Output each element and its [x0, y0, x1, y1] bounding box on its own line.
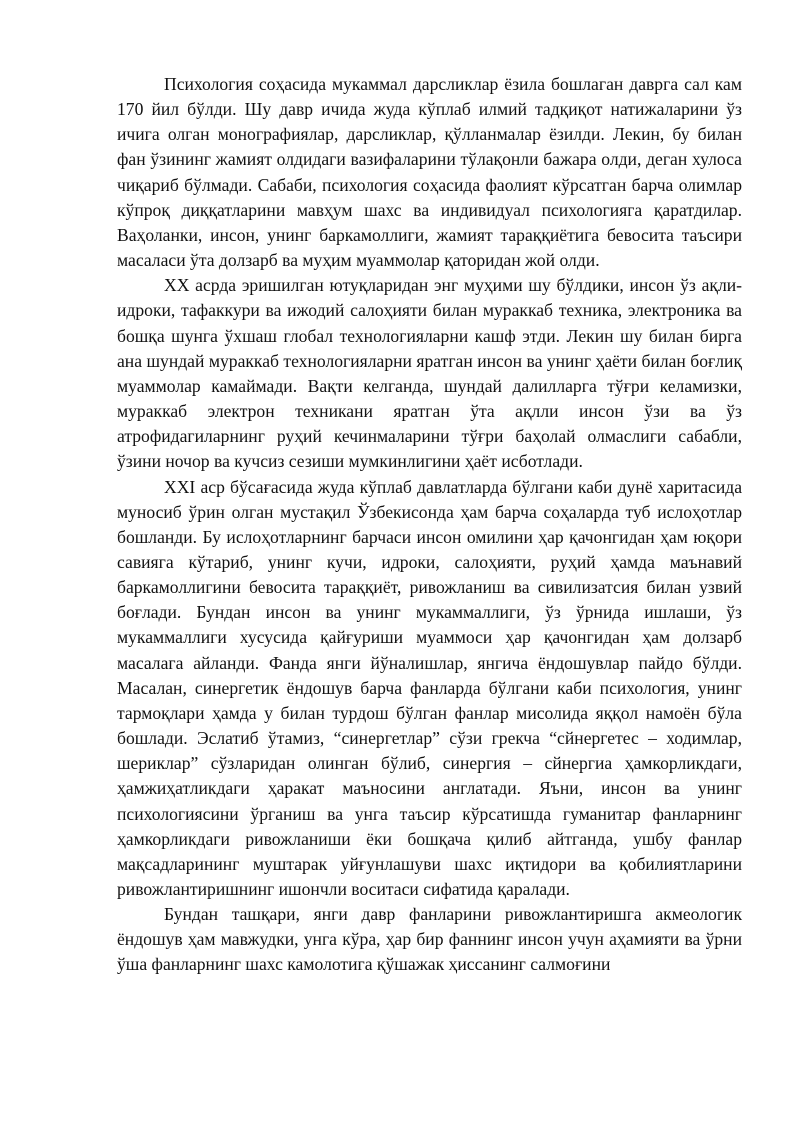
paragraph-1: Психология соҳасида мукаммал дарсликлар ёзила бошлаган даврга сал кам 170 йил бўлди. Шу давр ичида жуда кўплаб илмий тадқиқот натижаларини ўз ичига олган монографиялар, дарсликлар, қўлланмалар ёзилди. Лекин, бу билан фан ўзининг жамият олдидаги вазифаларини тўлақонли бажара олди, деган хулоса чиқариб бўлмади. Сабаби, психология соҳасида фаолият кўрсатган барча олимлар кўпроқ диққатларини мавҳум шахс ва индивидуал психологияга қаратдилар. Ваҳоланки, инсон, унинг баркамоллиги, жамият тараққиётига бевосита таъсири масаласи ўта долзарб ва муҳим муаммолар қаторидан жой олди. — [117, 74, 742, 271]
paragraph-3: XXI аср бўсағасида жуда кўплаб давлатларда бўлгани каби дунё харитасида муносиб ўрин олган мустақил Ўзбекисонда ҳам барча соҳаларда туб ислоҳотлар бошланди. Бу ислоҳотларнинг барчаси инсон омилини ҳар қачонгидан ҳам юқори савияга кўтариб, унинг кучи, идроки, салоҳияти, руҳий ҳамда маънавий баркамоллигини бевосита тараққиёт, ривожланиш ва сивилизатсия билан узвий боғлади. Бундан инсон ва унинг мукаммаллиги, ўз ўрнида ишлаши, ўз мукаммаллиги хусусида қайғуриши муаммоси ҳар қачонгидан ҳам долзарб масалага айланди. Фанда янги йўналишлар, янгича ёндошувлар пайдо бўлди. Масалан, синергетик ёндошув барча фанларда бўлгани каби психология, унинг тармоқлари ҳамда у билан турдош бўлган фанлар мисолида яққол намоён бўла бошлади. Эслатиб ўтамиз, “синергетлар” сўзи грекча “сйнергетес – ходимлар, шериклар” сўзларидан олинган бўлиб, синергия – сйнергиа ҳамкорликдаги, ҳамжиҳатликдаги ҳаракат маъносини англатади. Яъни, инсон ва унинг психологиясини ўрганиш ва унга таъсир кўрсатишда гуманитар фанларнинг ҳамкорликдаги ривожланиши ёки бошқача қилиб айтганда, ушбу фанлар мақсадларининг муштарак уйғунлашуви шахс иқтидори ва қобилиятларини ривожлантиришнинг ишончли воситаси сифатида қаралади. — [117, 476, 742, 899]
paragraph-2: XX асрда эришилган ютуқларидан энг муҳими шу бўлдики, инсон ўз ақли-идроки, тафаккури ва ижодий салоҳияти билан мураккаб техника, электроника ва бошқа шунга ўхшаш глобал технологияларни кашф этди. Лекин шу билан бирга ана шундай мураккаб технологияларни яратган инсон ва унинг ҳаёти билан боғлиқ муаммолар камаймади. Вақти келганда, шундай далилларга тўғри келамизки, мураккаб электрон техникани яратган ўта ақлли инсон ўзи ва ўз атрофидагиларнинг руҳий кечинмаларини тўғри баҳолай олмаслиги сабабли, ўзини ночор ва кучсиз сезиши мумкинлигини ҳаёт исботлади. — [117, 275, 742, 472]
document-body — [117, 72, 742, 978]
paragraph-4: Бундан ташқари, янги давр фанларини ривожлантиришга акмеологик ёндошув ҳам мавжудки, унга кўра, ҳар бир фаннинг инсон учун аҳамияти ва ўрни ўша фанларнинг шахс камолотига қўшажак ҳиссанинг салмоғини — [117, 904, 742, 975]
